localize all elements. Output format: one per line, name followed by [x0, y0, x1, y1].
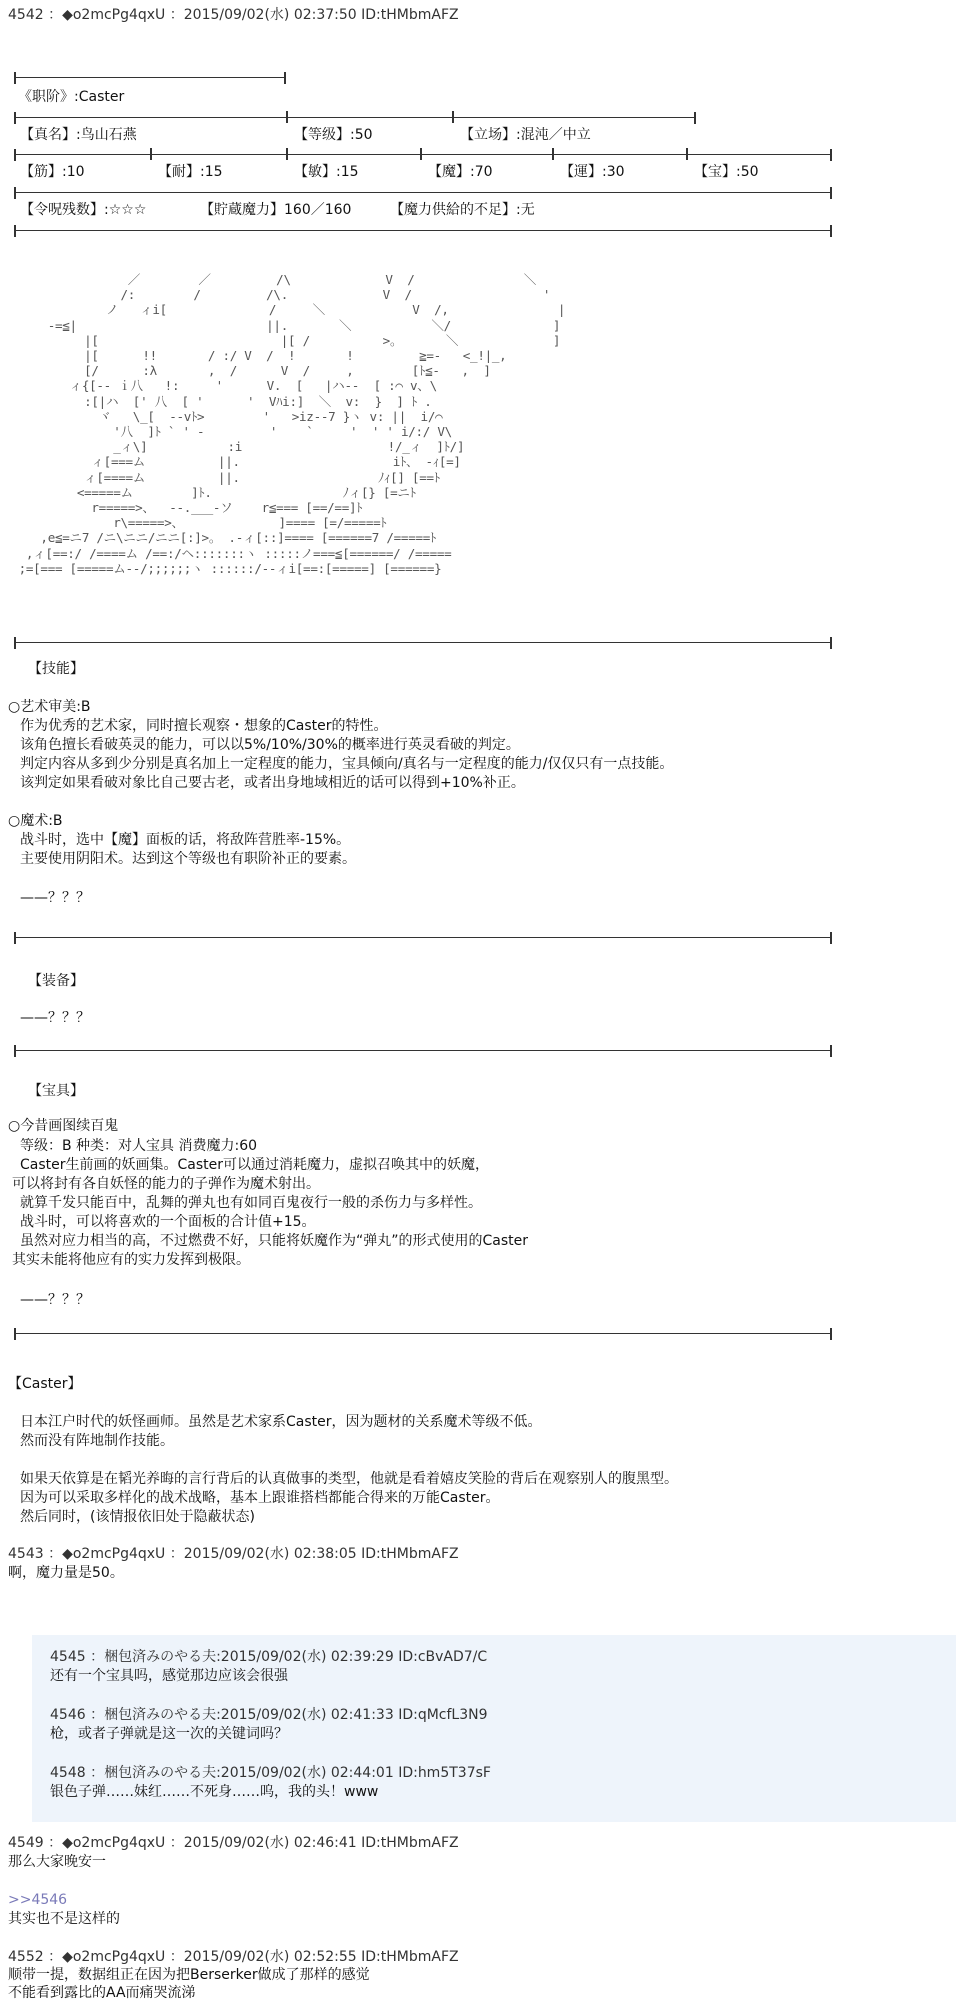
- divider-tick: [150, 148, 152, 160]
- post-body-4549: 那么大家晚安一: [8, 1854, 106, 1870]
- status-command-seals: 【令呪残数】:☆☆☆: [20, 202, 147, 218]
- profile-line: 因为可以采取多样化的战术战略，基本上跟谁搭档都能合得来的万能Caster。: [20, 1490, 500, 1506]
- status-border-1: [14, 117, 696, 118]
- reply-body: 还有一个宝具吗，感觉那边应该会很强: [50, 1668, 288, 1684]
- status-border-3: [14, 192, 832, 193]
- divider-tick: [286, 111, 288, 123]
- skill-2-title: ○魔术:B: [8, 813, 63, 829]
- stat-luk: 【運】:30: [560, 164, 625, 180]
- divider-tick: [286, 148, 288, 160]
- skill-1-line: 判定内容从多到少分别是真名加上一定程度的能力，宝具倾向/真名与一定程度的能力/仅仅只有一点技能。: [20, 756, 674, 772]
- stat-end: 【耐】:15: [158, 164, 223, 180]
- np-line: 等级：B 种类：对人宝具 消费魔力:60: [20, 1138, 258, 1154]
- status-class: 《职阶》:Caster: [18, 89, 125, 105]
- status-alignment: 【立场】:混沌／中立: [460, 127, 591, 143]
- section-divider: [14, 642, 832, 643]
- post-body-4549: 其实也不是这样的: [8, 1911, 120, 1927]
- skill-1-line: 作为优秀的艺术家，同时擅长观察・想象的Caster的特性。: [20, 718, 388, 734]
- np-title: ○今昔画图续百鬼: [8, 1118, 119, 1134]
- skill-1-line: 该角色擅长看破英灵的能力，可以以5%/10%/30%的概率进行英灵看破的判定。: [20, 737, 520, 753]
- post-body-4543: 啊，魔力量是50。: [8, 1565, 124, 1581]
- np-line: 战斗时，可以将喜欢的一个面板的合计值+15。: [20, 1214, 316, 1230]
- post-header-4543: 4543 ：◆o2mcPg4qxU ：2015/09/02(水) 02:38:05 ID:tHMbmAFZ: [8, 1546, 459, 1562]
- stat-mag: 【魔】:70: [428, 164, 493, 180]
- reply-header: 4548 ：梱包済みのやる夫:2015/09/02(水) 02:44:01 ID:hm5T37sF: [50, 1765, 491, 1781]
- status-border-top: [14, 77, 286, 78]
- divider-tick: [452, 111, 454, 123]
- divider-tick: [686, 148, 688, 160]
- stat-np: 【宝】:50: [694, 164, 759, 180]
- skill-1-title: ○艺术审美:B: [8, 699, 91, 715]
- reply-anchor-link[interactable]: >>4546: [8, 1892, 68, 1908]
- skills-heading: 【技能】: [28, 661, 84, 677]
- ascii-art-portrait: ／ ／ /\ V / ＼ /: / /\. V / ' ノ ィi[ / ＼ V /, | -=≦| ||. ＼ ＼/ ] |[ |[ / >。 ＼ ] |[ !! / :/ V / ! ! ≧=- <_!|_, [/ :λ , / V / , [ﾄ≦- , ] ィ{[-- ｉ八 !: ' V. [ |ハ-- [ :⌒ v、\ :[|ハ [' 八 [ ' ' Vﾊi:] ＼ v: } ] ﾄ . ヾ \_[ --vﾄ> ' >iz--7 }ヽ v: || i/⌒ '八 ]ﾄ ` ' - ' ` ' ' ' i/:/ V\ _ィ\] :i !/_ィ ]ﾄ/] ィ[===ム ||. iﾄ、 -ｨ[=] ィ[====ム ||. ﾉｨ[] [==ﾄ <=====ム ]ﾄ. ﾉィ[} [=ニﾄ r=====>、 --.___-ソ r≦=== [==/==]ﾄ r\=====>、 ]==== [=/=====ﾄ ,e≦=ニ7 /ニ\ニニ/ニニ[:]>。 .-ィ[::]==== [======7 /=====ﾄ ,ィ[==:/ /====ム /==:/ヘ:::::::ヽ :::::ノ===≦[======/ /===== ;=[=== [=====ム--/;;;;;;ヽ ::::::/--ィi[==:[=====] [======}: [18, 272, 566, 576]
- section-divider: [14, 1333, 832, 1334]
- np-line: 就算千发只能百中，乱舞的弹丸也有如同百鬼夜行一般的杀伤力与多样性。: [20, 1195, 482, 1211]
- np-unknown: ——？？？: [20, 1292, 90, 1308]
- np-line: Caster生前画的妖画集。Caster可以通过消耗魔力，虚拟召唤其中的妖魔，: [20, 1157, 490, 1173]
- stat-str: 【筋】:10: [20, 164, 85, 180]
- profile-line: 然而没有阵地制作技能。: [20, 1433, 174, 1449]
- post-header-4552: 4552 ：◆o2mcPg4qxU ：2015/09/02(水) 02:52:55 ID:tHMbmAFZ: [8, 1949, 459, 1965]
- status-level: 【等级】:50: [294, 127, 373, 143]
- reply-header: 4546 ：梱包済みのやる夫:2015/09/02(水) 02:41:33 ID:qMcfL3N9: [50, 1707, 488, 1723]
- equipment-unknown: ——？？？: [20, 1010, 90, 1026]
- stat-agi: 【敏】:15: [294, 164, 359, 180]
- skill-2-line: 主要使用阴阳术。达到这个等级也有职阶补正的要素。: [20, 851, 356, 867]
- post-body-4552: 顺带一提，数据组正在因为把Berserker做成了那样的感觉: [8, 1967, 370, 1983]
- profile-heading: 【Caster】: [8, 1376, 82, 1392]
- reply-body: 银色子弹……妹红……不死身……呜，我的头！www: [50, 1784, 379, 1800]
- profile-line: 然后同时，(该情报依旧处于隐蔽状态): [20, 1509, 255, 1525]
- np-line: 其实未能将他应有的实力发挥到极限。: [12, 1252, 250, 1268]
- status-border-bottom: [14, 230, 832, 231]
- status-mana-supply: 【魔力供給的不足】:无: [390, 202, 535, 218]
- reply-body: 枪，或者子弹就是这一次的关键词吗？: [50, 1726, 288, 1742]
- section-divider: [14, 1050, 832, 1051]
- reply-header: 4545 ：梱包済みのやる夫:2015/09/02(水) 02:39:29 ID:cBvAD7/C: [50, 1649, 488, 1665]
- status-stored-mana: 【貯蔵魔力】160／160: [200, 202, 352, 218]
- status-border-2: [14, 154, 832, 155]
- np-line: 虽然对应力相当的高，不过燃费不好，只能将妖魔作为“弹丸”的形式使用的Caster: [20, 1233, 529, 1249]
- status-true-name: 【真名】:鸟山石燕: [20, 127, 137, 143]
- skills-unknown: ——？？？: [20, 890, 90, 906]
- np-heading: 【宝具】: [28, 1083, 84, 1099]
- divider-tick: [552, 148, 554, 160]
- divider-tick: [420, 148, 422, 160]
- profile-line: 如果天依算是在韬光养晦的言行背后的认真做事的类型，他就是看着嬉皮笑脸的背后在观察别人的腹黑型。: [20, 1471, 678, 1487]
- np-line: 可以将封有各自妖怪的能力的子弹作为魔术射出。: [12, 1176, 320, 1192]
- section-divider: [14, 937, 832, 938]
- profile-line: 日本江户时代的妖怪画师。虽然是艺术家系Caster，因为题材的关系魔术等级不低。: [20, 1414, 542, 1430]
- equipment-heading: 【装备】: [28, 973, 84, 989]
- skill-1-line: 该判定如果看破对象比自己要古老，或者出身地域相近的话可以得到+10%补正。: [20, 775, 525, 791]
- post-body-4552: 不能看到露比的AA而痛哭流涕: [8, 1985, 196, 2000]
- post-header-4542: 4542 ：◆o2mcPg4qxU ：2015/09/02(水) 02:37:50 ID:tHMbmAFZ: [8, 7, 459, 23]
- skill-2-line: 战斗时，选中【魔】面板的话，将敌阵营胜率-15%。: [20, 832, 351, 848]
- post-header-4549: 4549 ：◆o2mcPg4qxU ：2015/09/02(水) 02:46:41 ID:tHMbmAFZ: [8, 1835, 459, 1851]
